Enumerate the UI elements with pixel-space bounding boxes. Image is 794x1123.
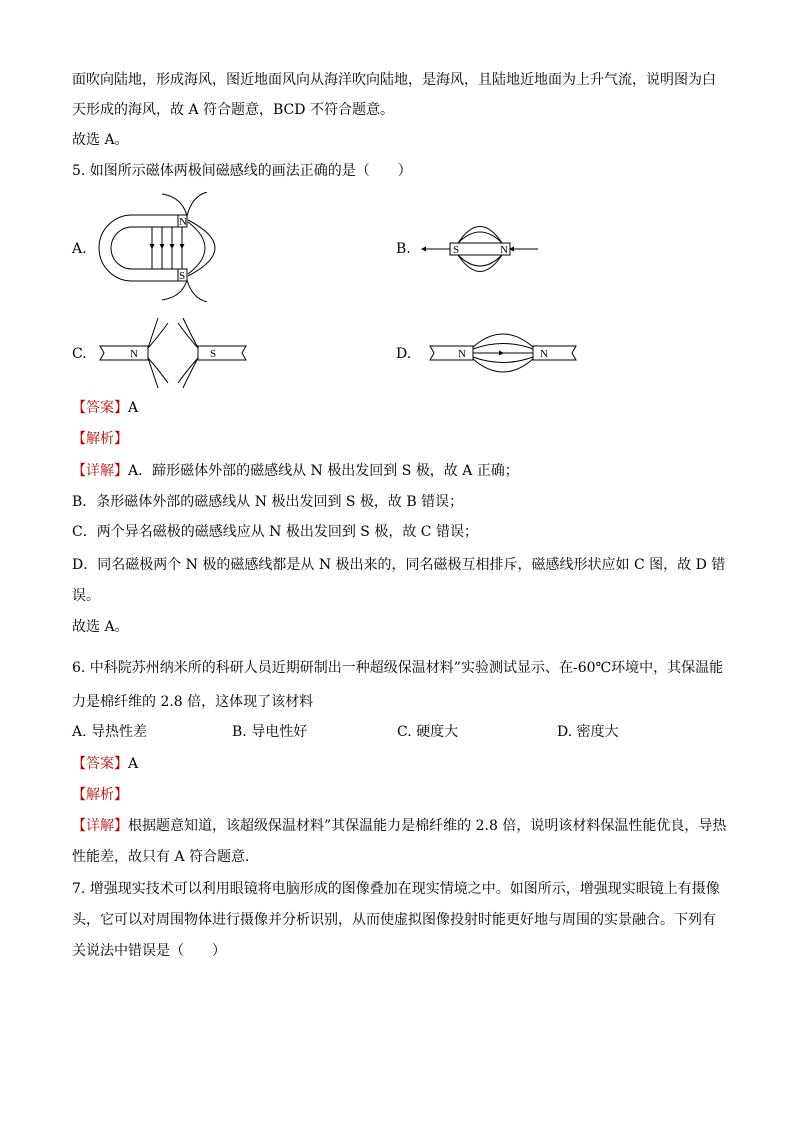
intro-line-1: 面吹向陆地，形成海风，图近地面风向从海洋吹向陆地，是海风，且陆地近地面为上升气流，说明图为白: [72, 72, 716, 88]
q6-answer-tag: 【答案】: [72, 756, 128, 772]
figure-d-n-pole-left: N: [458, 348, 466, 360]
figure-a-horseshoe-magnet: [92, 192, 242, 302]
q5-detail-a: [72, 462, 519, 480]
figure-c-s-pole: S: [210, 348, 217, 360]
q6-detail-1-text: 根据题意知道，该超级保温材料”其保温能力是棉纤维的 2.8 倍，说明该材料保温性能优良，导热: [128, 818, 727, 834]
figure-b-s-pole: S: [453, 244, 460, 256]
q6-choice-a: A. 导热性差: [72, 724, 148, 740]
intro-line-2: 天形成的海风，故 A 符合题意，BCD 不符合题意。: [72, 102, 394, 118]
q6-choice-d: D. 密度大: [557, 724, 619, 740]
q5-answer-tag: 【答案】: [72, 400, 128, 416]
figure-b-bar-magnet: [418, 206, 543, 292]
q6-stem-1: 6. 中科院苏州纳米所的科研人员近期研制出一种超级保温材料”实验测试显示、在-60℃环境中，其保温能: [72, 660, 724, 676]
figure-d-two-n-poles: [428, 313, 578, 393]
q5-option-b-label: B.: [396, 241, 411, 257]
figure-a-s-pole: S: [179, 270, 186, 282]
figure-a-n-pole: N: [179, 216, 187, 228]
figure-c-two-poles: [98, 313, 248, 393]
q5-detail-tag: 【详解】: [72, 463, 128, 479]
q5-detail-b: B．条形磁体外部的磁感线从 N 极出发回到 S 极，故 B 错误；: [72, 494, 464, 510]
figure-d-n-pole-right: N: [540, 348, 548, 360]
q7-stem-2: 头，它可以对周围物体进行摄像并分析识别，从而使虚拟图像投射时能更好地与周围的实景融合。下列有: [72, 912, 716, 928]
q6-choice-c: C. 硬度大: [397, 724, 459, 740]
q6-answer-value: A: [128, 756, 139, 772]
q5-option-c-label: C.: [72, 346, 87, 362]
q5-answer: [72, 399, 138, 417]
q6-analysis-tag: 【解析】: [72, 787, 128, 803]
q5-detail-d-1: D．同名磁极两个 N 极的磁感线都是从 N 极出来的，同名磁极互相排斥，磁感线形状应如 C 图，故 D 错: [72, 557, 726, 573]
q7-stem-1: 7. 增强现实技术可以利用眼镜将电脑形成的图像叠加在现实情境之中。如图所示，增强现实眼镜上有摄像: [72, 881, 720, 897]
q6-answer: [72, 755, 138, 773]
q5-stem: 5. 如图所示磁体两极间磁感线的画法正确的是（ ）: [72, 163, 412, 179]
q5-detail-d-2: 误。: [72, 588, 100, 604]
figure-b-n-pole: N: [500, 244, 508, 256]
q6-stem-2: 力是棉纤维的 2.8 倍，这体现了该材料: [72, 694, 314, 710]
q5-choose: 故选 A。: [72, 619, 129, 635]
q5-option-a-label: A.: [72, 241, 87, 257]
q5-option-d-label: D.: [396, 346, 412, 362]
q6-detail-2: 性能差，故只有 A 符合题意．: [72, 849, 260, 865]
figure-c-n-pole: N: [130, 348, 138, 360]
intro-choose: 故选 A。: [72, 132, 129, 148]
q6-detail-tag: 【详解】: [72, 818, 128, 834]
q5-analysis-tag: 【解析】: [72, 431, 128, 447]
q5-detail-a-text: A．蹄形磁体外部的磁感线从 N 极出发回到 S 极，故 A 正确；: [128, 463, 519, 479]
q5-answer-value: A: [128, 400, 139, 416]
q6-detail-1: [72, 817, 726, 835]
q6-choice-b: B. 导电性好: [232, 724, 308, 740]
q5-detail-c: C．两个异名磁极的磁感线应从 N 极出发回到 S 极，故 C 错误；: [72, 524, 478, 540]
q7-stem-3: 关说法中错误是（ ）: [72, 943, 226, 959]
